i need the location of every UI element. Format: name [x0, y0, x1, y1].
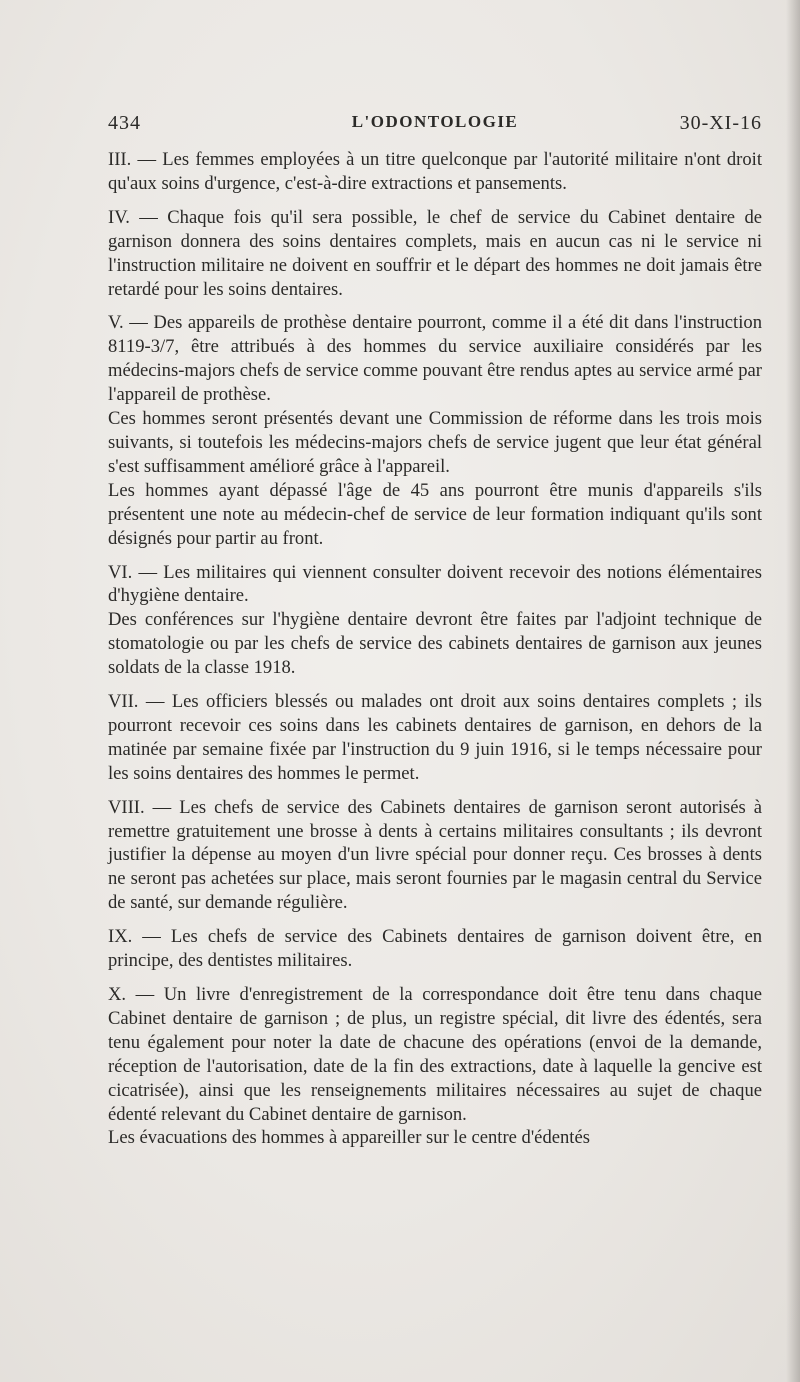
paragraph-vi-conferences: Des conférences sur l'hygiène dentaire devront être faites par l'adjoint technique de stomatologie ou par les chefs de service des cabinets dentaires de garnison aux jeunes soldats de la classe 1918. [108, 609, 762, 679]
paragraph-x-evacuations: Les évacuations des hommes à appareiller sur le centre d'édentés [108, 1127, 590, 1149]
paragraph-ix: IX. — Les chefs de service des Cabinets dentaires de garnison doivent être, en principe, des dentistes militaires. [108, 926, 762, 972]
paragraph-vi: VI. — Les militaires qui viennent consulter doivent recevoir des notions élémentaires d'hygiène dentaire. [108, 561, 762, 607]
article-body [108, 148, 762, 1150]
paragraph-x: X. — Un livre d'enregistrement de la correspondance doit être tenu dans chaque Cabinet dentaire de garnison ; de plus, un registre spécial, dit livre des édentés, sera tenu également pour noter la date de chacune des opérations (envoi de la demande, réception de l'autorisation, date de la fin des extractions, date à laquelle la gencive est cicatrisée), ainsi que les renseignements militaires nécessaires au sujet de chaque édenté relevant du Cabinet dentaire de garnison. [108, 984, 762, 1125]
issue-date: 30-XI-16 [679, 112, 762, 134]
paragraph-viii: VIII. — Les chefs de service des Cabinets dentaires de garnison seront autorisés à remettre gratuitement une brosse à dents à certains militaires consultants ; ils devront justifier la dépense au moyen d'un livre spécial pour donner reçu. Ces brosses à dents ne seront pas achetées sur place, mais seront fournies par le magasin central du Service de santé, sur demande régulière. [108, 796, 762, 914]
page-edge-shadow [786, 0, 800, 1382]
paragraph-v-age: Les hommes ayant dépassé l'âge de 45 ans pourront être munis d'appareils s'ils présentent une note au médecin-chef de service de leur formation indiquant qu'ils sont désignés pour partir au front. [108, 479, 762, 549]
paragraph-iv: IV. — Chaque fois qu'il sera possible, le chef de service du Cabinet dentaire de garnison donnera des soins dentaires complets, mais en aucun cas ni le service ni l'instruction militaire ne doivent en souffrir et le départ des hommes ne doit jamais être retardé pour les soins dentaires. [108, 206, 762, 300]
journal-title: L'ODONTOLOGIE [351, 112, 519, 131]
running-head [108, 112, 762, 142]
paragraph-iii: III. — Les femmes employées à un titre quelconque par l'autorité militaire n'ont droit qu'aux soins d'urgence, c'est-à-dire extractions et pansements. [108, 149, 762, 194]
page-number: 434 [108, 112, 141, 134]
paragraph-v: V. — Des appareils de prothèse dentaire pourront, comme il a été dit dans l'instruction 8119-3/7, être attribués à des hommes du service auxiliaire considérés par les médecins-majors chefs de service comme pouvant être rendus aptes au service armé par l'appareil de prothèse. [108, 312, 762, 406]
paragraph-v-commission: Ces hommes seront présentés devant une Commission de réforme dans les trois mois suivants, si toutefois les médecins-majors chefs de service jugent que leur état général s'est suffisamment amélioré grâce à l'appareil. [108, 408, 762, 477]
paragraph-vii: VII. — Les officiers blessés ou malades ont droit aux soins dentaires complets ; ils pourront recevoir ces soins dans les cabinets dentaires de garnison, en dehors de la matinée par semaine fixée par l'instruction du 9 juin 1916, si le temps nécessaire pour les soins dentaires des hommes le permet. [108, 691, 762, 784]
